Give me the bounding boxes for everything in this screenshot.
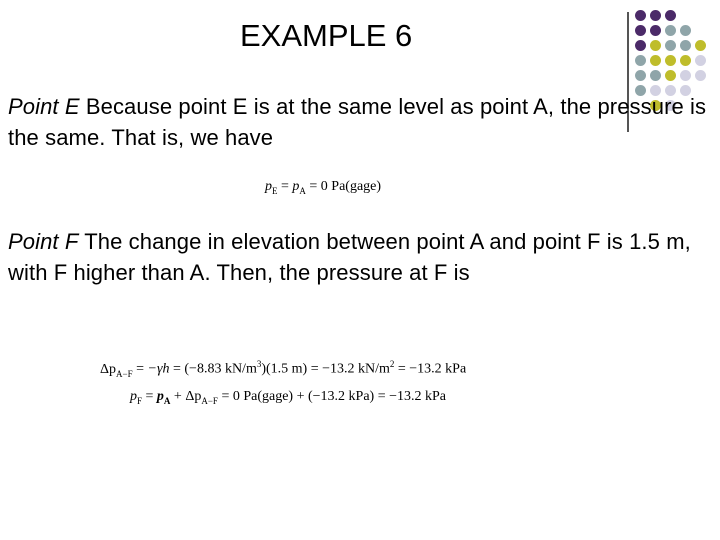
point-f-label: Point F	[8, 229, 79, 254]
eq1-lhs: $p_E$	[265, 179, 278, 196]
eq2-sup1: 3	[256, 359, 262, 369]
eq2-term2: = (−8.83 kN/m	[169, 361, 257, 377]
eq2-term3: )(1.5 m) = −13.2 kN/m	[261, 361, 390, 377]
eq2-lhs: $\Delta p_{A-F}$	[100, 361, 133, 379]
paragraph-point-e	[8, 91, 720, 153]
decorative-dot	[635, 10, 646, 21]
decorative-dot	[635, 25, 646, 36]
point-e-text: Because point E is at the same level as point A, the pressure is the same. That is, we have	[8, 94, 713, 150]
decorative-dot	[650, 70, 661, 81]
decorative-dot	[695, 40, 706, 51]
decorative-dot	[650, 10, 661, 21]
eq1-equals: =	[277, 179, 293, 194]
decorative-dot	[665, 40, 676, 51]
eq3-rest: = 0 Pa(gage) + (−13.2 kPa) = −13.2 kPa	[217, 389, 446, 404]
eq2-sup2: 2	[389, 359, 395, 369]
point-e-label: Point E	[8, 94, 80, 119]
decorative-dot	[665, 25, 676, 36]
decorative-dot	[665, 55, 676, 66]
slide-title: EXAMPLE 6	[240, 18, 413, 53]
decorative-dot	[650, 25, 661, 36]
decorative-dot	[650, 40, 661, 51]
decorative-dot	[665, 70, 676, 81]
decorative-dot	[650, 55, 661, 66]
eq2-term4: = −13.2 kPa	[394, 361, 467, 377]
eq3-term2: $\Delta p_{A-F}$	[185, 389, 218, 406]
eq1-rhs: $p_A$	[292, 179, 306, 196]
eq2-equals: =	[132, 361, 148, 377]
eq3-plus: +	[170, 389, 186, 404]
decorative-dot	[680, 40, 691, 51]
decorative-dot	[680, 55, 691, 66]
eq1-rest: = 0 Pa(gage)	[305, 179, 382, 194]
decorative-dot	[635, 40, 646, 51]
decorative-dot	[665, 10, 676, 21]
equation-pf	[130, 389, 446, 406]
decorative-dot	[635, 55, 646, 66]
decorative-dot	[680, 25, 691, 36]
eq3-equals: =	[142, 389, 157, 404]
eq2-term1: −γh	[147, 361, 170, 377]
decorative-dot	[695, 55, 706, 66]
paragraph-point-f	[8, 226, 720, 288]
decorative-dot	[695, 70, 706, 81]
decorative-dot	[635, 70, 646, 81]
point-f-text: The change in elevation between point A and point F is 1.5 m, with F higher than A. Then, the pressure at F is	[8, 229, 698, 285]
equation-delta-p	[100, 359, 466, 378]
decorative-dot	[680, 70, 691, 81]
equation-pe	[265, 179, 381, 196]
eq3-lhs: $p_F$	[130, 389, 143, 406]
eq3-term1: $p_A$	[156, 389, 171, 406]
